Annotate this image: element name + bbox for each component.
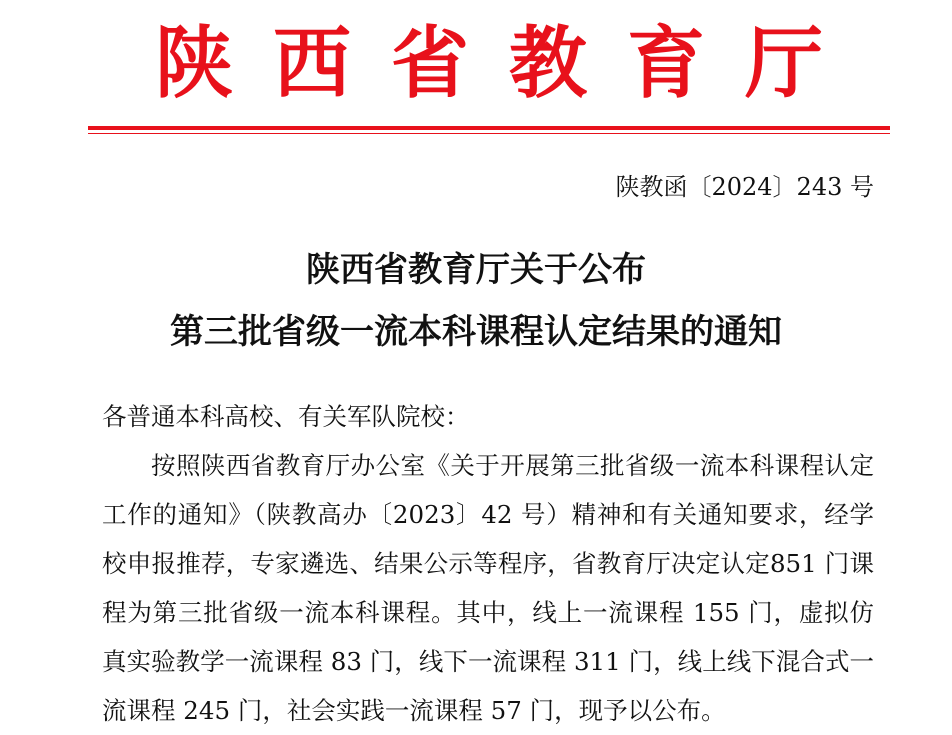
notice-body: [102, 392, 874, 735]
body-paragraph: 按照陕西省教育厅办公室《关于开展第三批省级一流本科课程认定工作的通知》（陕教高办〔2023〕42 号）精神和有关通知要求，经学校申报推荐，专家遴选、结果公示等程序，省教育厅决定认定851 门课程为第三批省级一流本科课程。其中，线上一流课程 155 门，虚拟仿真实验教学一流课程 83 门，线下一流课程 311 门，线上线下混合式一流课程 245 门，社会实践一流课程 57 门，现予以公布。: [102, 451, 874, 725]
document-number: 陕教函〔2024〕243 号: [615, 173, 874, 201]
notice-title-line-1: 陕西省教育厅关于公布: [306, 250, 646, 290]
masthead-title: 陕西省教育厅: [154, 18, 863, 109]
salutation: 各普通本科高校、有关军队院校：: [102, 402, 470, 431]
masthead-red-rule-thick: [88, 126, 890, 130]
masthead-red-rule-thin: [88, 133, 890, 134]
notice-title-line-2: 第三批省级一流本科课程认定结果的通知: [170, 312, 782, 352]
